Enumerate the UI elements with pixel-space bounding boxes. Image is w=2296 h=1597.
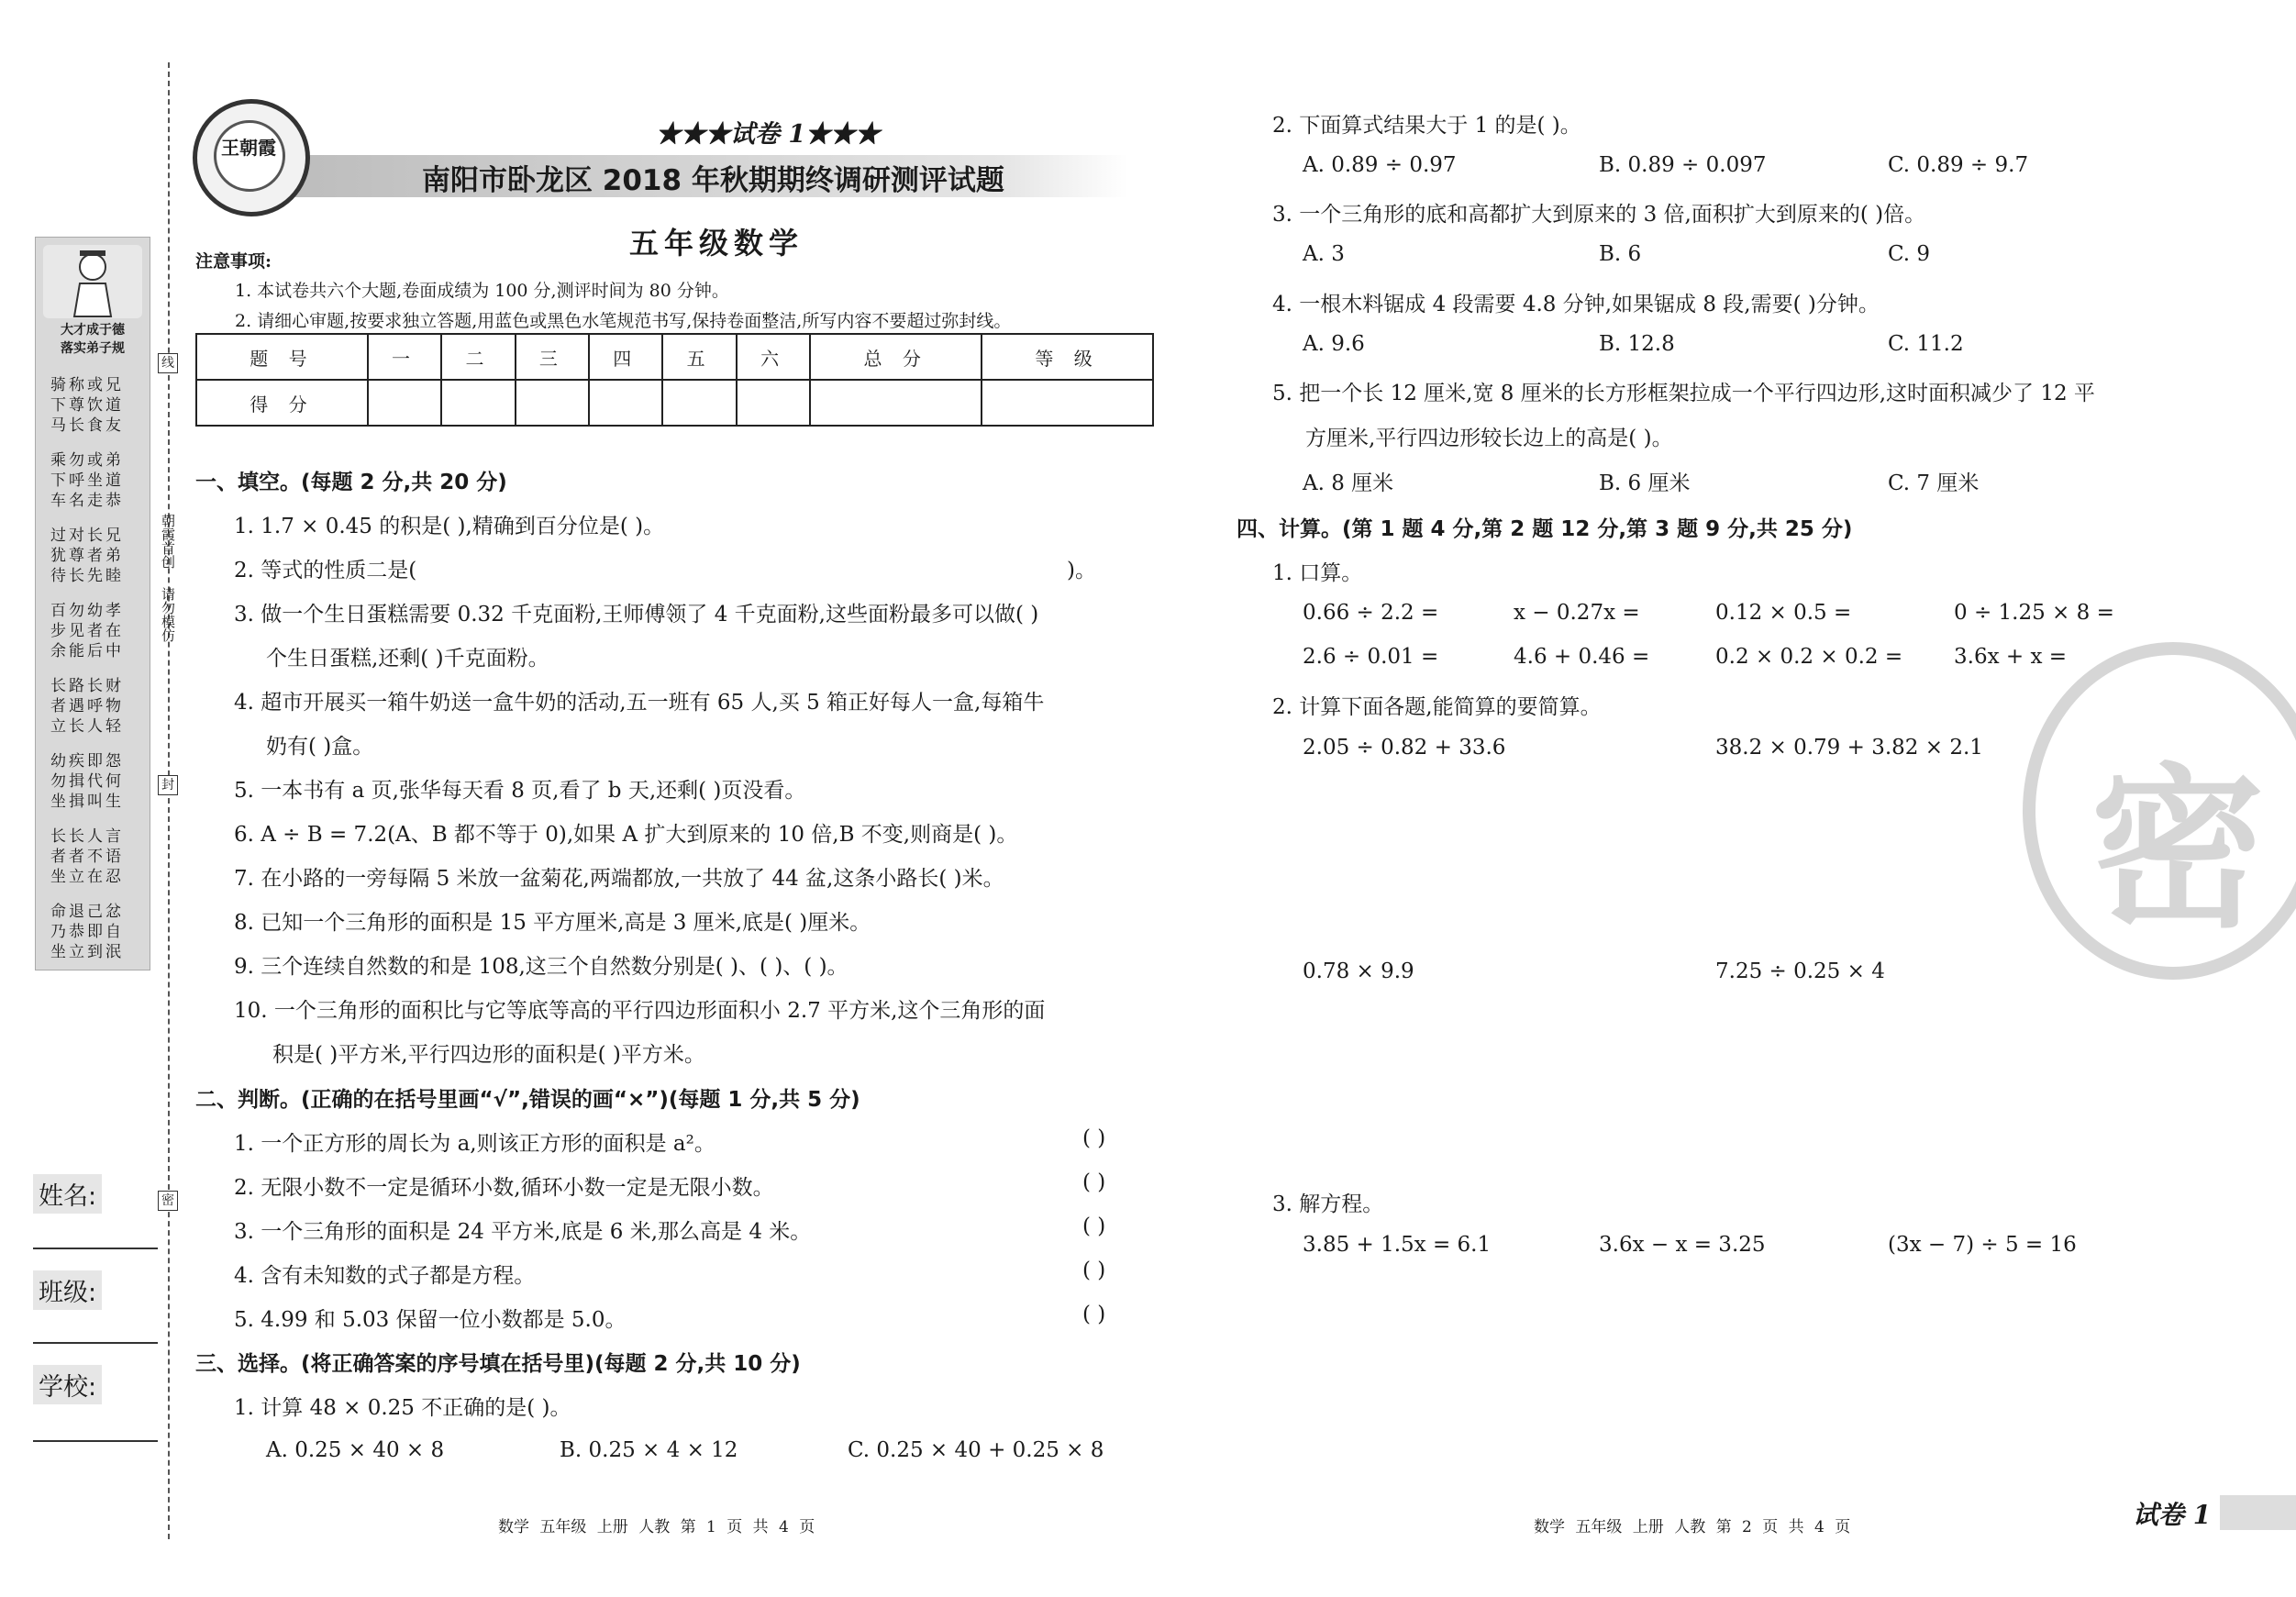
rule-block: 百勿幼孝 步见者在 余能后中 xyxy=(50,602,124,660)
oral-calc-item: 3.6x + x = xyxy=(1954,645,2067,669)
class-label: 班级: xyxy=(33,1270,102,1310)
child-figure-icon xyxy=(43,245,142,318)
subquestion-title: 1. 口算。 xyxy=(1272,561,1363,585)
question-line: 8. 已知一个三角形的面积是 15 平方厘米,高是 3 厘米,底是( )厘米。 xyxy=(234,911,871,935)
question-paren-close: )。 xyxy=(1067,559,1096,582)
publisher-logo xyxy=(193,99,310,216)
equation-item: (3x − 7) ÷ 5 = 16 xyxy=(1888,1233,2077,1257)
choice-question-cont: 方厘米,平行四边形较长边上的高是( )。 xyxy=(1305,427,1673,450)
question-line: 1. 1.7 × 0.45 的积是( ),精确到百分位是( )。 xyxy=(234,515,665,538)
notice-line: 1. 本试卷共六个大题,卷面成绩为 100 分,测评时间为 80 分钟。 xyxy=(235,281,729,301)
score-cell[interactable] xyxy=(662,380,736,426)
score-table-header: 一 xyxy=(368,334,441,380)
question-line-cont: 积是( )平方米,平行四边形的面积是( )平方米。 xyxy=(272,1043,705,1067)
calc-item: 7.25 ÷ 0.25 × 4 xyxy=(1715,959,1885,983)
rule-block: 骑称或兄 下尊饮道 马长食友 xyxy=(50,376,124,435)
choice-option: B. 6 xyxy=(1599,242,1642,266)
oral-calc-item: 2.6 ÷ 0.01 = xyxy=(1303,645,1439,669)
calc-item: 0.78 × 9.9 xyxy=(1303,959,1414,983)
question-line: 4. 超市开展买一箱牛奶送一盒牛奶的活动,五一班有 65 人,买 5 箱正好每人一盒,每箱牛 xyxy=(234,691,1045,715)
judgement-item: 4. 含有未知数的式子都是方程。 xyxy=(234,1264,536,1288)
oral-calc-item: 0.66 ÷ 2.2 = xyxy=(1303,601,1439,625)
school-field[interactable] xyxy=(33,1440,158,1442)
school-label: 学校: xyxy=(33,1365,102,1404)
question-line-cont: 奶有( )盒。 xyxy=(266,735,374,759)
choice-option: B. 0.25 × 4 × 12 xyxy=(560,1438,738,1462)
seal-text-original: 朝霞首创 xyxy=(160,514,176,569)
question-line: 10. 一个三角形的面积比与它等底等高的平行四边形面积小 2.7 平方米,这个三角形的面 xyxy=(234,999,1046,1023)
rule-block: 过对长兄 犹尊者弟 待长先睦 xyxy=(50,527,124,585)
subquestion-title: 2. 计算下面各题,能简算的要简算。 xyxy=(1272,695,1602,719)
choice-option: B. 0.89 ÷ 0.097 xyxy=(1599,153,1767,177)
answer-paren[interactable]: ( ) xyxy=(1082,1303,1106,1326)
choice-question: 2. 下面算式结果大于 1 的是( )。 xyxy=(1272,114,1581,138)
score-table-header: 二 xyxy=(441,334,515,380)
choice-question: 5. 把一个长 12 厘米,宽 8 厘米的长方形框架拉成一个平行四边形,这时面积减少了 12 平 xyxy=(1272,382,2095,405)
oral-calc-item: 0.12 × 0.5 = xyxy=(1715,601,1852,625)
motto-line-2: 落实弟子规 xyxy=(61,341,125,356)
question-line-cont: 个生日蛋糕,还剩( )千克面粉。 xyxy=(266,647,549,671)
paper-badge-band xyxy=(2220,1495,2296,1530)
motto-line-1: 大才成于德 xyxy=(61,323,125,338)
answer-paren[interactable]: ( ) xyxy=(1082,1126,1106,1150)
seal-text-no-copy: 请勿模仿 xyxy=(160,587,176,642)
choice-option: A. 8 厘米 xyxy=(1303,471,1394,495)
score-table-header: 五 xyxy=(662,334,736,380)
answer-paren[interactable]: ( ) xyxy=(1082,1259,1106,1282)
score-cell[interactable] xyxy=(441,380,515,426)
score-cell[interactable] xyxy=(516,380,589,426)
choice-option: C. 0.89 ÷ 9.7 xyxy=(1888,153,2029,177)
choice-option: A. 0.25 × 40 × 8 xyxy=(266,1438,445,1462)
score-cell[interactable] xyxy=(982,380,1153,426)
section-title-calculation: 四、计算。(第 1 题 4 分,第 2 题 12 分,第 3 题 9 分,共 25 分) xyxy=(1237,517,1853,541)
paper-number-label: ★★★试卷 1★★★ xyxy=(656,120,881,149)
name-label: 姓名: xyxy=(33,1174,102,1214)
equation-item: 3.85 + 1.5x = 6.1 xyxy=(1303,1233,1492,1257)
question-line: 7. 在小路的一旁每隔 5 米放一盆菊花,两端都放,一共放了 44 盆,这条小路长( )米。 xyxy=(234,867,1004,891)
score-table-header-row xyxy=(196,334,1153,380)
rule-block: 长路长财 者遇呼物 立长人轻 xyxy=(50,677,124,736)
rule-block: 长长人言 者者不语 坐立在忍 xyxy=(50,827,124,886)
choice-option: C. 11.2 xyxy=(1888,332,1964,356)
choice-option: B. 6 厘米 xyxy=(1599,471,1691,495)
name-field[interactable] xyxy=(33,1248,158,1249)
choice-question: 3. 一个三角形的底和高都扩大到原来的 3 倍,面积扩大到原来的( )倍。 xyxy=(1272,203,1926,227)
score-cell[interactable] xyxy=(589,380,662,426)
oral-calc-item: 0 ÷ 1.25 × 8 = xyxy=(1954,601,2114,625)
rule-block: 幼疾即怨 勿揖代何 坐揖叫生 xyxy=(50,752,124,811)
choice-option: B. 12.8 xyxy=(1599,332,1675,356)
calc-item: 38.2 × 0.79 + 3.82 × 2.1 xyxy=(1715,736,1983,760)
score-cell[interactable] xyxy=(368,380,441,426)
section-title-judgement: 二、判断。(正确的在括号里画“√”,错误的画“×”)(每题 1 分,共 5 分) xyxy=(195,1088,860,1112)
score-table-score-row xyxy=(196,380,1153,426)
page-footer-left: 数学 五年级 上册 人教 第 1 页 共 4 页 xyxy=(498,1518,815,1536)
score-table-header: 等 级 xyxy=(982,334,1153,380)
oral-calc-item: 4.6 + 0.46 = xyxy=(1514,645,1650,669)
score-cell[interactable] xyxy=(737,380,810,426)
question-line: 5. 一本书有 a 页,张华每天看 8 页,看了 b 天,还剩( )页没看。 xyxy=(234,779,806,803)
judgement-item: 5. 4.99 和 5.03 保留一位小数都是 5.0。 xyxy=(234,1308,627,1332)
oral-calc-item: x − 0.27x = xyxy=(1514,601,1640,625)
score-table-header: 四 xyxy=(589,334,662,380)
choice-option: C. 9 xyxy=(1888,242,1931,266)
question-line: 2. 等式的性质二是( xyxy=(234,559,417,582)
seal-mark-seal: 封 xyxy=(158,775,178,795)
oral-calc-item: 0.2 × 0.2 × 0.2 = xyxy=(1715,645,1903,669)
seal-mark-secret: 密 xyxy=(158,1191,178,1211)
logo-text: 王朝霞 xyxy=(221,137,276,159)
binding-cut-line xyxy=(168,62,170,1539)
section-title-choice: 三、选择。(将正确答案的序号填在括号里)(每题 2 分,共 10 分) xyxy=(195,1352,801,1376)
class-field[interactable] xyxy=(33,1342,158,1344)
answer-paren[interactable]: ( ) xyxy=(1082,1214,1106,1238)
page-footer-right: 数学 五年级 上册 人教 第 2 页 共 4 页 xyxy=(1534,1518,1851,1536)
score-table-header: 总 分 xyxy=(810,334,982,380)
secret-watermark xyxy=(2023,642,2296,980)
section-title-fill-in: 一、填空。(每题 2 分,共 20 分) xyxy=(195,471,507,494)
choice-question: 1. 计算 48 × 0.25 不正确的是( )。 xyxy=(234,1396,571,1420)
notice-line: 2. 请细心审题,按要求独立答题,用蓝色或黑色水笔规范书写,保持卷面整洁,所写内容不要超过弥封线。 xyxy=(235,311,1012,331)
choice-option: A. 0.89 ÷ 0.97 xyxy=(1303,153,1457,177)
answer-paren[interactable]: ( ) xyxy=(1082,1170,1106,1194)
score-table-header: 题 号 xyxy=(196,334,368,380)
choice-option: C. 0.25 × 40 + 0.25 × 8 xyxy=(848,1438,1104,1462)
score-table xyxy=(195,333,1154,427)
judgement-item: 3. 一个三角形的面积是 24 平方米,底是 6 米,那么高是 4 米。 xyxy=(234,1220,812,1244)
question-line: 9. 三个连续自然数的和是 108,这三个自然数分别是( )、( )、( )。 xyxy=(234,955,849,979)
choice-question: 4. 一根木料锯成 4 段需要 4.8 分钟,如果锯成 8 段,需要( )分钟。 xyxy=(1272,293,1880,316)
judgement-item: 2. 无限小数不一定是循环小数,循环小数一定是无限小数。 xyxy=(234,1176,774,1200)
score-table-header: 三 xyxy=(516,334,589,380)
question-line: 6. A ÷ B = 7.2(A、B 都不等于 0),如果 A 扩大到原来的 10 倍,B 不变,则商是( )。 xyxy=(234,823,1018,847)
notice-title: 注意事项: xyxy=(195,251,272,272)
score-cell[interactable] xyxy=(810,380,982,426)
choice-option: A. 9.6 xyxy=(1303,332,1365,356)
rule-block: 命退己忿 乃恭即自 坐立到泯 xyxy=(50,903,124,961)
question-line: 3. 做一个生日蛋糕需要 0.32 千克面粉,王师傅领了 4 千克面粉,这些面粉最多可以做( ) xyxy=(234,603,1039,627)
judgement-item: 1. 一个正方形的周长为 a,则该正方形的面积是 a²。 xyxy=(234,1132,715,1156)
choice-option: A. 3 xyxy=(1303,242,1345,266)
seal-mark-line: 线 xyxy=(158,353,178,373)
exam-title: 南阳市卧龙区 2018 年秋期期终调研测评试题 xyxy=(422,164,1004,197)
rule-block: 乘勿或弟 下呼坐道 车名走恭 xyxy=(50,451,124,510)
score-row-label: 得 分 xyxy=(196,380,368,426)
secret-watermark-glyph: 密 xyxy=(2091,749,2266,951)
choice-option: C. 7 厘米 xyxy=(1888,471,1980,495)
paper-badge: 试卷 1 xyxy=(2133,1500,2212,1530)
subquestion-title: 3. 解方程。 xyxy=(1272,1192,1384,1216)
etiquette-panel xyxy=(35,237,150,970)
calc-item: 2.05 ÷ 0.82 + 33.6 xyxy=(1303,736,1506,760)
score-table-header: 六 xyxy=(737,334,810,380)
exam-subject: 五年级数学 xyxy=(629,226,804,261)
equation-item: 3.6x − x = 3.25 xyxy=(1599,1233,1766,1257)
